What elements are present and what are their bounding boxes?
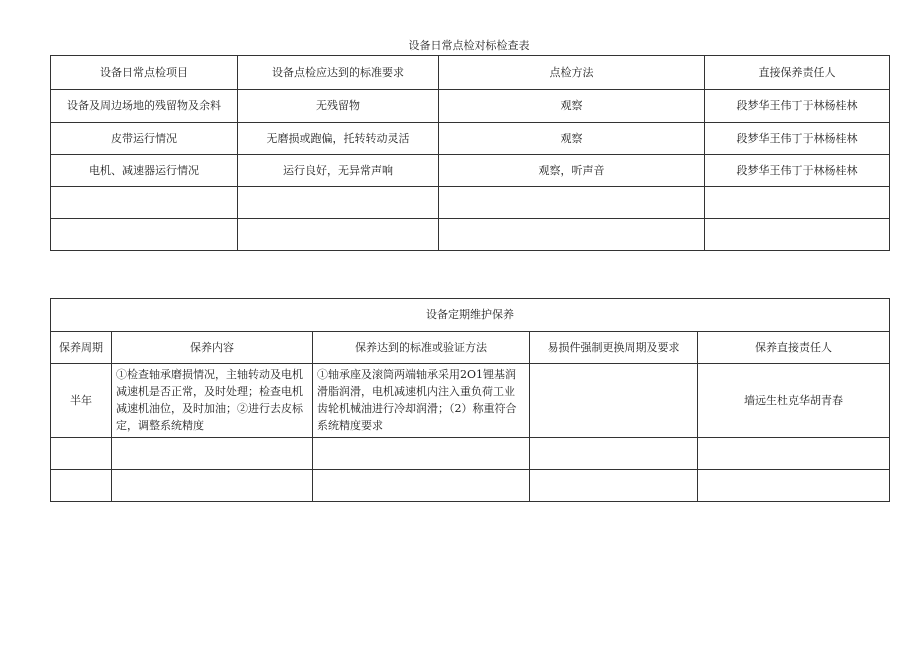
cell-standard-requirement: 无残留物 <box>238 90 439 123</box>
periodic-maintenance-title: 设备定期维护保养 <box>51 299 890 332</box>
cell-standard-requirement: 运行良好，无异常声响 <box>238 155 439 187</box>
cell-maintenance-cycle <box>51 470 112 502</box>
cell-responsible-person <box>698 438 890 470</box>
table-row-empty <box>51 470 890 502</box>
cell-inspection-item: 电机、减速器运行情况 <box>51 155 238 187</box>
cell-maintenance-content <box>112 470 313 502</box>
cell-responsible-person: 段梦华王伟丁于林杨桂林 <box>705 90 890 123</box>
cell-inspection-method <box>439 187 705 219</box>
cell-responsible-person: 段梦华王伟丁于林杨桂林 <box>705 123 890 155</box>
cell-inspection-item <box>51 187 238 219</box>
cell-inspection-item <box>51 219 238 251</box>
header-responsible-person: 直接保养责任人 <box>705 56 890 90</box>
cell-inspection-method: 观察 <box>439 123 705 155</box>
cell-responsible-person <box>698 470 890 502</box>
table-header-row <box>51 332 890 364</box>
table-title-row <box>51 299 890 332</box>
daily-inspection-title: 设备日常点检对标检查表 <box>408 39 530 52</box>
header-wear-part-replacement: 易损件强制更换周期及要求 <box>530 332 698 364</box>
cell-responsible-person <box>705 219 890 251</box>
cell-verification-method: ①轴承座及滚筒两端轴承采用2O1锂基润滑脂润滑，电机减速机内注入重负荷工业齿轮机械油进行冷却润滑；（2）称重符合系统精度要求 <box>313 364 530 438</box>
header-maintenance-cycle: 保养周期 <box>51 332 112 364</box>
header-inspection-method: 点检方法 <box>439 56 705 90</box>
table-row <box>51 123 890 155</box>
cell-inspection-item: 设备及周边场地的残留物及余料 <box>51 90 238 123</box>
header-verification-method: 保养达到的标准或验证方法 <box>313 332 530 364</box>
periodic-maintenance-table <box>50 298 890 502</box>
cell-standard-requirement: 无磨损或跑偏，托转转动灵活 <box>238 123 439 155</box>
cell-responsible-person: 段梦华王伟丁于林杨桂林 <box>705 155 890 187</box>
table-row-empty <box>51 219 890 251</box>
cell-responsible-person <box>705 187 890 219</box>
header-responsible-person: 保养直接责任人 <box>698 332 890 364</box>
table-row-empty <box>51 187 890 219</box>
table-row <box>51 90 890 123</box>
cell-maintenance-cycle: 半年 <box>51 364 112 438</box>
cell-verification-method <box>313 438 530 470</box>
cell-inspection-method: 观察，听声音 <box>439 155 705 187</box>
cell-maintenance-content <box>112 438 313 470</box>
cell-verification-method <box>313 470 530 502</box>
cell-wear-part-replacement <box>530 364 698 438</box>
cell-maintenance-content: ①检查轴承磨损情况，主轴转动及电机减速机是否正常，及时处理；检查电机减速机油位，及时加油；②进行去皮标定，调整系统精度 <box>112 364 313 438</box>
daily-inspection-table <box>50 55 890 251</box>
cell-inspection-method: 观察 <box>439 90 705 123</box>
table-row <box>51 364 890 438</box>
cell-standard-requirement <box>238 187 439 219</box>
cell-inspection-method <box>439 219 705 251</box>
cell-maintenance-cycle <box>51 438 112 470</box>
table-row-empty <box>51 438 890 470</box>
cell-standard-requirement <box>238 219 439 251</box>
cell-responsible-person: 墙远生杜克华胡青春 <box>698 364 890 438</box>
table-header-row <box>51 56 890 90</box>
cell-wear-part-replacement <box>530 470 698 502</box>
table-row <box>51 155 890 187</box>
header-standard-requirement: 设备点检应达到的标准要求 <box>238 56 439 90</box>
header-maintenance-content: 保养内容 <box>112 332 313 364</box>
cell-inspection-item: 皮带运行情况 <box>51 123 238 155</box>
cell-wear-part-replacement <box>530 438 698 470</box>
header-inspection-item: 设备日常点检项目 <box>51 56 238 90</box>
